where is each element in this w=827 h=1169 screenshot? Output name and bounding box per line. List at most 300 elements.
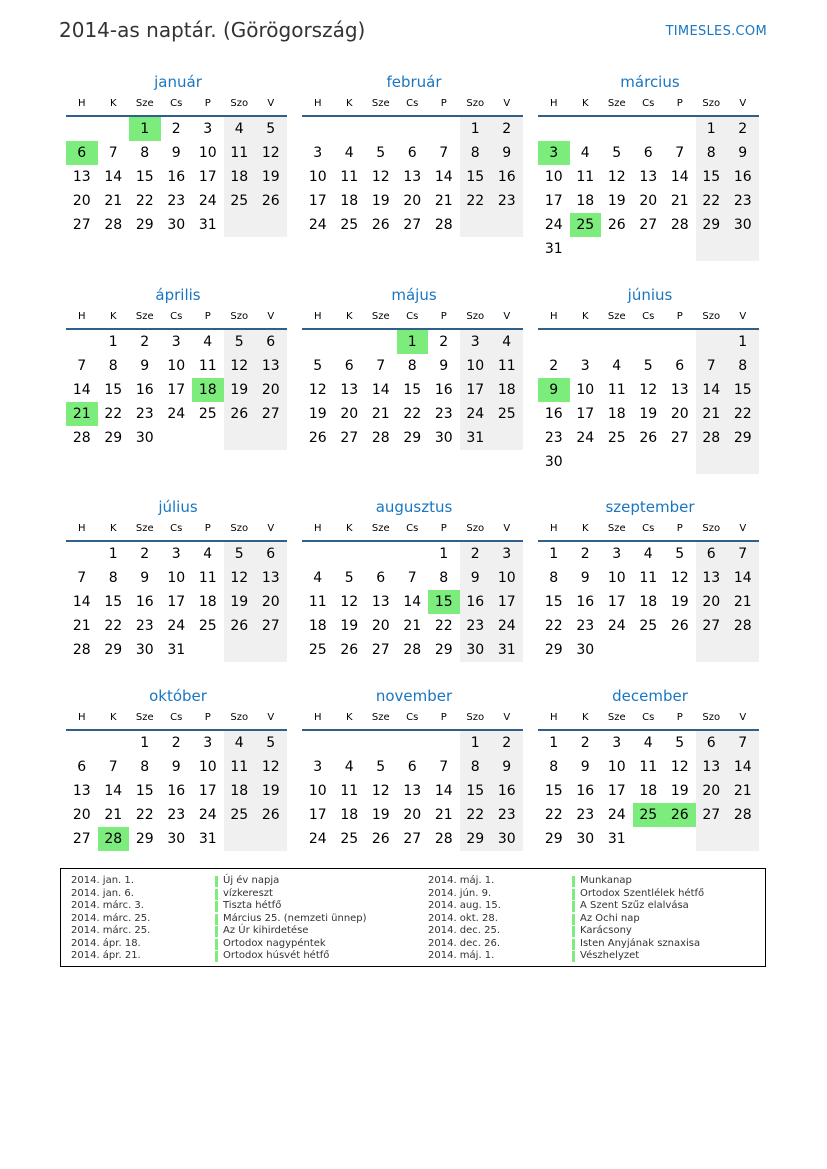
weekday-header: K bbox=[570, 707, 602, 731]
day-cell: 7 bbox=[439, 759, 449, 775]
legend-date: 2014. jan. 1. bbox=[71, 875, 134, 886]
day-cell: 30 bbox=[135, 642, 154, 658]
day-cell: 7 bbox=[376, 358, 386, 374]
weekday-header: H bbox=[302, 707, 334, 731]
legend-marker bbox=[215, 926, 218, 937]
empty-day-cell bbox=[66, 542, 98, 566]
day-cell: 16 bbox=[491, 779, 523, 803]
day-cell: 15 bbox=[696, 165, 728, 189]
day-cell: 6 bbox=[344, 358, 354, 374]
day-cell: 31 bbox=[198, 217, 217, 233]
empty-day-cell bbox=[696, 450, 728, 474]
day-cell: 25 bbox=[224, 189, 256, 213]
day-cell: 15 bbox=[460, 779, 492, 803]
day-cell: 17 bbox=[198, 783, 217, 799]
month-grid bbox=[538, 306, 761, 474]
day-cell: 9 bbox=[580, 570, 590, 586]
month-name: május bbox=[391, 286, 437, 304]
day-cell: 28 bbox=[727, 614, 759, 638]
legend-date: 2014. márc. 3. bbox=[71, 900, 144, 911]
legend-date: 2014. ápr. 21. bbox=[71, 950, 141, 961]
legend-marker bbox=[572, 889, 575, 900]
day-cell: 14 bbox=[371, 382, 390, 398]
empty-day-cell bbox=[664, 638, 696, 662]
page-title: 2014-as naptár. (Görögország) bbox=[59, 18, 366, 42]
empty-day-cell bbox=[255, 827, 287, 851]
legend-date: 2014. okt. 28. bbox=[428, 912, 498, 924]
day-cell: 14 bbox=[72, 382, 91, 398]
day-cell: 20 bbox=[340, 406, 359, 422]
weekday-header: Szo bbox=[460, 306, 492, 330]
day-cell: 6 bbox=[696, 731, 728, 755]
legend-marker bbox=[215, 889, 218, 900]
empty-day-cell bbox=[334, 117, 366, 141]
empty-day-cell bbox=[365, 117, 397, 141]
day-cell: 9 bbox=[491, 141, 523, 165]
day-cell: 31 bbox=[198, 831, 217, 847]
day-cell: 13 bbox=[72, 783, 91, 799]
site-link[interactable]: TIMESLES.COM bbox=[665, 24, 767, 39]
empty-day-cell bbox=[302, 330, 334, 354]
day-cell: 28 bbox=[434, 831, 453, 847]
day-cell: 22 bbox=[135, 193, 154, 209]
day-cell: 27 bbox=[255, 402, 287, 426]
empty-day-cell bbox=[601, 117, 633, 141]
legend-marker bbox=[572, 901, 575, 912]
day-cell: 3 bbox=[203, 121, 213, 137]
weekday-header: Szo bbox=[696, 93, 728, 117]
holiday-legend bbox=[60, 868, 766, 967]
weekday-header: Sze bbox=[601, 93, 633, 117]
day-cell: 31 bbox=[491, 638, 523, 662]
legend-holiday-name: Munkanap bbox=[580, 875, 632, 886]
day-cell: 9 bbox=[439, 358, 449, 374]
empty-day-cell bbox=[66, 117, 98, 141]
holiday-day-cell: 1 bbox=[129, 117, 161, 141]
day-cell: 17 bbox=[308, 193, 327, 209]
month-július bbox=[67, 496, 289, 662]
day-cell: 19 bbox=[255, 165, 287, 189]
day-cell: 22 bbox=[696, 189, 728, 213]
weekday-header: K bbox=[570, 306, 602, 330]
empty-day-cell bbox=[570, 237, 602, 261]
day-cell: 12 bbox=[607, 169, 626, 185]
day-cell: 24 bbox=[607, 618, 626, 634]
day-cell: 26 bbox=[670, 618, 689, 634]
day-cell: 16 bbox=[167, 783, 186, 799]
legend-date: 2014. dec. 25. bbox=[428, 925, 501, 936]
day-cell: 4 bbox=[643, 735, 653, 751]
weekday-header: Szo bbox=[224, 306, 256, 330]
day-cell: 3 bbox=[313, 759, 323, 775]
weekday-header: H bbox=[302, 93, 334, 117]
day-cell: 18 bbox=[308, 618, 327, 634]
legend-date: 2014. dec. 26. bbox=[428, 937, 501, 949]
day-cell: 28 bbox=[371, 430, 390, 446]
day-cell: 23 bbox=[576, 807, 595, 823]
day-cell: 24 bbox=[167, 406, 186, 422]
day-cell: 15 bbox=[727, 378, 759, 402]
day-cell: 1 bbox=[696, 117, 728, 141]
day-cell: 30 bbox=[167, 217, 186, 233]
day-cell: 19 bbox=[340, 618, 359, 634]
weekday-header: H bbox=[538, 93, 570, 117]
month-name: szeptember bbox=[605, 498, 695, 516]
day-cell: 17 bbox=[607, 783, 626, 799]
month-name: február bbox=[386, 73, 442, 91]
holiday-day-cell: 1 bbox=[397, 330, 429, 354]
month-december bbox=[539, 685, 761, 851]
empty-day-cell bbox=[98, 117, 130, 141]
day-cell: 12 bbox=[340, 594, 359, 610]
empty-day-cell bbox=[365, 542, 397, 566]
day-cell: 27 bbox=[403, 217, 422, 233]
day-cell: 3 bbox=[203, 735, 213, 751]
day-cell: 9 bbox=[171, 759, 181, 775]
weekday-header: K bbox=[98, 707, 130, 731]
legend-holiday-name: Az Úr kihirdetése bbox=[223, 925, 309, 936]
month-grid bbox=[302, 93, 525, 237]
day-cell: 24 bbox=[544, 217, 563, 233]
day-cell: 23 bbox=[727, 189, 759, 213]
weekday-header: V bbox=[255, 707, 287, 731]
day-cell: 8 bbox=[140, 145, 150, 161]
day-cell: 24 bbox=[308, 831, 327, 847]
day-cell: 21 bbox=[72, 618, 91, 634]
day-cell: 12 bbox=[670, 570, 689, 586]
day-cell: 13 bbox=[696, 755, 728, 779]
month-name: július bbox=[158, 498, 198, 516]
empty-day-cell bbox=[224, 827, 256, 851]
empty-day-cell bbox=[570, 117, 602, 141]
legend-marker bbox=[572, 914, 575, 925]
empty-day-cell bbox=[696, 638, 728, 662]
day-cell: 27 bbox=[255, 614, 287, 638]
day-cell: 14 bbox=[403, 594, 422, 610]
day-cell: 23 bbox=[135, 618, 154, 634]
day-cell: 1 bbox=[727, 330, 759, 354]
empty-day-cell bbox=[255, 426, 287, 450]
empty-day-cell bbox=[428, 117, 460, 141]
empty-day-cell bbox=[460, 213, 492, 237]
day-cell: 14 bbox=[670, 169, 689, 185]
day-cell: 7 bbox=[727, 731, 759, 755]
day-cell: 31 bbox=[167, 642, 186, 658]
day-cell: 1 bbox=[108, 546, 118, 562]
day-cell: 2 bbox=[171, 121, 181, 137]
day-cell: 12 bbox=[224, 566, 256, 590]
month-november bbox=[303, 685, 525, 851]
day-cell: 24 bbox=[198, 193, 217, 209]
day-cell: 11 bbox=[340, 783, 359, 799]
empty-day-cell bbox=[601, 638, 633, 662]
day-cell: 21 bbox=[670, 193, 689, 209]
day-cell: 15 bbox=[135, 169, 154, 185]
day-cell: 28 bbox=[696, 426, 728, 450]
empty-day-cell bbox=[66, 330, 98, 354]
day-cell: 10 bbox=[576, 382, 595, 398]
day-cell: 15 bbox=[403, 382, 422, 398]
weekday-header: H bbox=[66, 518, 98, 542]
day-cell: 15 bbox=[104, 382, 123, 398]
day-cell: 9 bbox=[171, 145, 181, 161]
day-cell: 12 bbox=[308, 382, 327, 398]
empty-day-cell bbox=[601, 237, 633, 261]
day-cell: 23 bbox=[491, 803, 523, 827]
weekday-header: V bbox=[491, 306, 523, 330]
month-name: augusztus bbox=[375, 498, 453, 516]
day-cell: 9 bbox=[580, 759, 590, 775]
day-cell: 17 bbox=[167, 594, 186, 610]
day-cell: 11 bbox=[198, 358, 217, 374]
empty-day-cell bbox=[224, 213, 256, 237]
day-cell: 25 bbox=[198, 618, 217, 634]
day-cell: 16 bbox=[167, 169, 186, 185]
month-grid bbox=[66, 93, 289, 237]
month-szeptember bbox=[539, 496, 761, 662]
empty-day-cell bbox=[397, 117, 429, 141]
day-cell: 19 bbox=[224, 590, 256, 614]
legend-marker bbox=[215, 876, 218, 887]
weekday-header: Sze bbox=[129, 93, 161, 117]
day-cell: 2 bbox=[460, 542, 492, 566]
day-cell: 16 bbox=[135, 594, 154, 610]
day-cell: 8 bbox=[460, 141, 492, 165]
legend-holiday-name: Isten Anyjának sznaxisa bbox=[580, 937, 701, 949]
legend-holiday-name: Tiszta hétfő bbox=[223, 900, 282, 911]
day-cell: 31 bbox=[607, 831, 626, 847]
day-cell: 8 bbox=[407, 358, 417, 374]
day-cell: 24 bbox=[308, 217, 327, 233]
day-cell: 20 bbox=[696, 590, 728, 614]
day-cell: 8 bbox=[439, 570, 449, 586]
day-cell: 18 bbox=[224, 165, 256, 189]
legend-marker bbox=[215, 951, 218, 962]
day-cell: 30 bbox=[491, 827, 523, 851]
day-cell: 30 bbox=[167, 831, 186, 847]
day-cell: 22 bbox=[544, 618, 563, 634]
day-cell: 28 bbox=[670, 217, 689, 233]
day-cell: 12 bbox=[255, 141, 287, 165]
day-cell: 18 bbox=[198, 594, 217, 610]
day-cell: 14 bbox=[104, 783, 123, 799]
day-cell: 6 bbox=[376, 570, 386, 586]
empty-day-cell bbox=[161, 426, 193, 450]
day-cell: 23 bbox=[167, 193, 186, 209]
empty-day-cell bbox=[727, 450, 759, 474]
empty-day-cell bbox=[98, 731, 130, 755]
weekday-header: Cs bbox=[161, 518, 193, 542]
weekday-header: P bbox=[428, 518, 460, 542]
day-cell: 26 bbox=[371, 831, 390, 847]
month-január bbox=[67, 71, 289, 237]
day-cell: 4 bbox=[224, 731, 256, 755]
day-cell: 6 bbox=[407, 759, 417, 775]
empty-day-cell bbox=[302, 117, 334, 141]
legend-date: 2014. máj. 1. bbox=[428, 950, 495, 961]
day-cell: 23 bbox=[434, 406, 453, 422]
month-name: április bbox=[155, 286, 201, 304]
weekday-header: Szo bbox=[224, 518, 256, 542]
day-cell: 28 bbox=[104, 217, 123, 233]
day-cell: 4 bbox=[344, 759, 354, 775]
day-cell: 5 bbox=[255, 731, 287, 755]
weekday-header: H bbox=[302, 518, 334, 542]
day-cell: 22 bbox=[544, 807, 563, 823]
day-cell: 2 bbox=[580, 546, 590, 562]
day-cell: 25 bbox=[340, 831, 359, 847]
legend-holiday-name: Az Ochi nap bbox=[580, 912, 640, 924]
day-cell: 21 bbox=[727, 590, 759, 614]
weekday-header: Szo bbox=[224, 707, 256, 731]
day-cell: 25 bbox=[340, 217, 359, 233]
day-cell: 16 bbox=[576, 783, 595, 799]
legend-marker bbox=[572, 951, 575, 962]
day-cell: 27 bbox=[670, 430, 689, 446]
weekday-header: H bbox=[538, 306, 570, 330]
day-cell: 7 bbox=[108, 145, 118, 161]
day-cell: 3 bbox=[612, 735, 622, 751]
day-cell: 16 bbox=[434, 382, 453, 398]
weekday-header: K bbox=[98, 518, 130, 542]
empty-day-cell bbox=[633, 237, 665, 261]
day-cell: 10 bbox=[308, 169, 327, 185]
weekday-header: P bbox=[664, 707, 696, 731]
day-cell: 20 bbox=[403, 193, 422, 209]
day-cell: 25 bbox=[639, 618, 658, 634]
day-cell: 11 bbox=[340, 169, 359, 185]
empty-day-cell bbox=[727, 237, 759, 261]
day-cell: 26 bbox=[340, 642, 359, 658]
day-cell: 7 bbox=[407, 570, 417, 586]
day-cell: 24 bbox=[607, 807, 626, 823]
day-cell: 5 bbox=[376, 145, 386, 161]
legend-marker bbox=[572, 926, 575, 937]
month-grid bbox=[538, 518, 761, 662]
day-cell: 1 bbox=[549, 735, 559, 751]
weekday-header: V bbox=[727, 306, 759, 330]
day-cell: 31 bbox=[544, 241, 563, 257]
day-cell: 19 bbox=[255, 779, 287, 803]
weekday-header: Cs bbox=[397, 306, 429, 330]
legend-holiday-name: A Szent Szűz elalvása bbox=[580, 900, 689, 911]
weekday-header: Szo bbox=[696, 306, 728, 330]
month-grid bbox=[538, 707, 761, 851]
weekday-header: Cs bbox=[633, 93, 665, 117]
day-cell: 22 bbox=[460, 803, 492, 827]
day-cell: 10 bbox=[167, 570, 186, 586]
day-cell: 24 bbox=[576, 430, 595, 446]
day-cell: 5 bbox=[612, 145, 622, 161]
day-cell: 24 bbox=[460, 402, 492, 426]
legend-marker bbox=[215, 901, 218, 912]
day-cell: 21 bbox=[371, 406, 390, 422]
day-cell: 15 bbox=[460, 165, 492, 189]
empty-day-cell bbox=[428, 731, 460, 755]
day-cell: 27 bbox=[72, 831, 91, 847]
empty-day-cell bbox=[696, 827, 728, 851]
day-cell: 5 bbox=[675, 735, 685, 751]
day-cell: 16 bbox=[460, 590, 492, 614]
month-name: december bbox=[612, 687, 688, 705]
day-cell: 20 bbox=[255, 590, 287, 614]
weekday-header: Cs bbox=[397, 707, 429, 731]
day-cell: 4 bbox=[344, 145, 354, 161]
day-cell: 16 bbox=[135, 382, 154, 398]
day-cell: 26 bbox=[224, 402, 256, 426]
day-cell: 18 bbox=[576, 193, 595, 209]
day-cell: 23 bbox=[167, 807, 186, 823]
weekday-header: Szo bbox=[696, 707, 728, 731]
day-cell: 23 bbox=[491, 189, 523, 213]
weekday-header: V bbox=[255, 306, 287, 330]
day-cell: 20 bbox=[72, 193, 91, 209]
weekday-header: K bbox=[98, 306, 130, 330]
empty-day-cell bbox=[633, 330, 665, 354]
month-június bbox=[539, 284, 761, 474]
day-cell: 10 bbox=[607, 759, 626, 775]
day-cell: 27 bbox=[696, 614, 728, 638]
day-cell: 22 bbox=[434, 618, 453, 634]
weekday-header: V bbox=[255, 518, 287, 542]
day-cell: 10 bbox=[460, 354, 492, 378]
day-cell: 27 bbox=[340, 430, 359, 446]
empty-day-cell bbox=[365, 330, 397, 354]
day-cell: 15 bbox=[544, 783, 563, 799]
day-cell: 27 bbox=[639, 217, 658, 233]
empty-day-cell bbox=[570, 330, 602, 354]
weekday-header: H bbox=[66, 306, 98, 330]
day-cell: 21 bbox=[104, 193, 123, 209]
day-cell: 13 bbox=[639, 169, 658, 185]
holiday-day-cell: 15 bbox=[428, 590, 460, 614]
day-cell: 8 bbox=[460, 755, 492, 779]
empty-day-cell bbox=[334, 330, 366, 354]
day-cell: 22 bbox=[727, 402, 759, 426]
weekday-header: K bbox=[334, 306, 366, 330]
day-cell: 19 bbox=[308, 406, 327, 422]
day-cell: 5 bbox=[344, 570, 354, 586]
day-cell: 14 bbox=[72, 594, 91, 610]
day-cell: 19 bbox=[371, 193, 390, 209]
day-cell: 18 bbox=[340, 807, 359, 823]
weekday-header: Szo bbox=[696, 518, 728, 542]
empty-day-cell bbox=[696, 237, 728, 261]
day-cell: 3 bbox=[171, 334, 181, 350]
day-cell: 2 bbox=[549, 358, 559, 374]
day-cell: 20 bbox=[72, 807, 91, 823]
day-cell: 9 bbox=[727, 141, 759, 165]
day-cell: 29 bbox=[104, 642, 123, 658]
day-cell: 10 bbox=[167, 358, 186, 374]
day-cell: 4 bbox=[491, 330, 523, 354]
day-cell: 6 bbox=[255, 330, 287, 354]
month-október bbox=[67, 685, 289, 851]
day-cell: 27 bbox=[696, 803, 728, 827]
weekday-header: P bbox=[192, 306, 224, 330]
holiday-day-cell: 9 bbox=[538, 378, 570, 402]
day-cell: 18 bbox=[224, 779, 256, 803]
day-cell: 19 bbox=[371, 807, 390, 823]
day-cell: 27 bbox=[371, 642, 390, 658]
day-cell: 7 bbox=[439, 145, 449, 161]
weekday-header: P bbox=[664, 518, 696, 542]
day-cell: 4 bbox=[203, 334, 213, 350]
day-cell: 21 bbox=[696, 402, 728, 426]
empty-day-cell bbox=[302, 542, 334, 566]
day-cell: 19 bbox=[607, 193, 626, 209]
day-cell: 23 bbox=[135, 406, 154, 422]
